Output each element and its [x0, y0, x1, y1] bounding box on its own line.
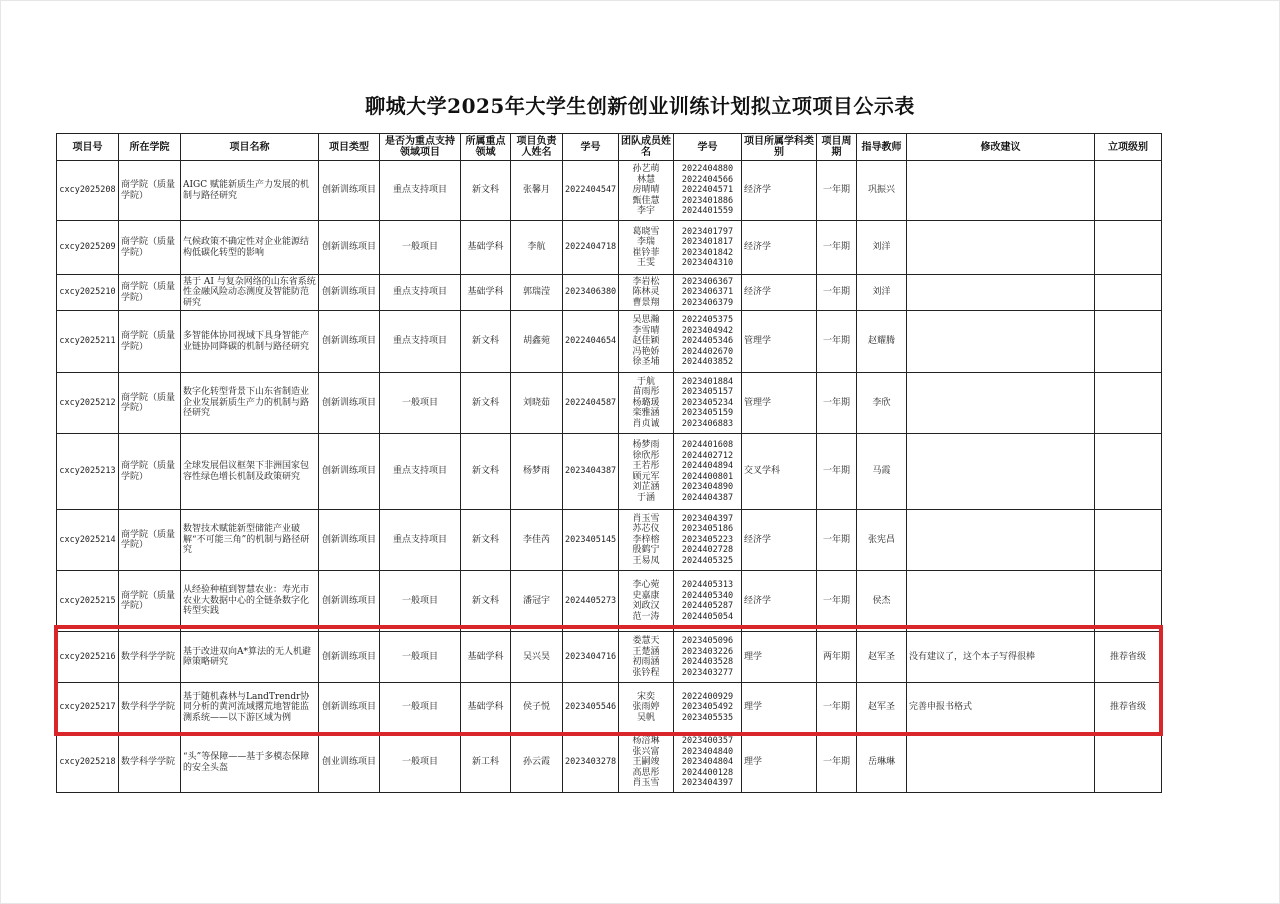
suggestion-cell	[907, 161, 1095, 221]
project-type-cell: 创新训练项目	[319, 311, 380, 373]
period-cell: 一年期	[817, 221, 857, 275]
advisor-cell: 刘洋	[857, 275, 907, 311]
project-id-cell: cxcy2025216	[57, 632, 119, 683]
period-cell: 一年期	[817, 161, 857, 221]
leader-cell: 郭瑞滢	[511, 275, 563, 311]
member-ids-cell: 2024405313 2024405340 2024405287 2024405054	[674, 571, 742, 632]
header-period: 项目周期	[817, 134, 857, 161]
project-id-cell: cxcy2025209	[57, 221, 119, 275]
header-member-ids: 学号	[674, 134, 742, 161]
advisor-cell: 赵军圣	[857, 632, 907, 683]
level-cell	[1095, 275, 1162, 311]
leader-id-cell: 2022404587	[563, 373, 619, 434]
member-ids-cell: 2022405375 2023404942 2024405346 2024402670 2024403852	[674, 311, 742, 373]
suggestion-cell	[907, 733, 1095, 793]
members-cell: 肖玉雪 苏芯仪 李梓榕 殷鹤宁 王易凤	[619, 510, 674, 571]
key-support-cell: 重点支持项目	[380, 311, 461, 373]
advisor-cell: 刘洋	[857, 221, 907, 275]
table-row	[57, 275, 1162, 311]
period-cell: 一年期	[817, 733, 857, 793]
discipline-cell: 理学	[742, 733, 817, 793]
suggestion-cell	[907, 311, 1095, 373]
key-field-cell: 新文科	[461, 311, 511, 373]
level-cell	[1095, 571, 1162, 632]
college-cell: 商学院（质量学院）	[119, 311, 181, 373]
leader-id-cell: 2022404547	[563, 161, 619, 221]
leader-cell: 张馨月	[511, 161, 563, 221]
discipline-cell: 经济学	[742, 161, 817, 221]
members-cell: 李心菀 史嘉康 刘政汉 范一涛	[619, 571, 674, 632]
leader-cell: 李航	[511, 221, 563, 275]
discipline-cell: 管理学	[742, 311, 817, 373]
suggestion-cell	[907, 571, 1095, 632]
key-field-cell: 新文科	[461, 373, 511, 434]
header-row	[57, 134, 1162, 161]
member-ids-cell: 2023400357 2023404840 2023404804 2024400128 2023404397	[674, 733, 742, 793]
project-name-cell: 多智能体协同视域下具身智能产业链协同降碳的机制与路径研究	[181, 311, 319, 373]
members-cell: 杨梦雨 徐欣彤 王若彤 顾元军 刘芷涵 于涵	[619, 434, 674, 510]
leader-id-cell: 2023406380	[563, 275, 619, 311]
leader-cell: 胡鑫菀	[511, 311, 563, 373]
members-cell: 葛晓雪 李瑞 崔钤菲 王雯	[619, 221, 674, 275]
leader-cell: 刘晓茹	[511, 373, 563, 434]
college-cell: 数学科学学院	[119, 632, 181, 683]
leader-id-cell: 2022404718	[563, 221, 619, 275]
table-row	[57, 571, 1162, 632]
project-name-cell: 全球发展倡议框架下非洲国家包容性绿色增长机制及政策研究	[181, 434, 319, 510]
level-cell	[1095, 510, 1162, 571]
project-type-cell: 创新训练项目	[319, 221, 380, 275]
members-cell: 娄慧天 王楚涵 初雨涵 张钤程	[619, 632, 674, 683]
key-support-cell: 重点支持项目	[380, 434, 461, 510]
discipline-cell: 经济学	[742, 221, 817, 275]
period-cell: 一年期	[817, 434, 857, 510]
table-row	[57, 221, 1162, 275]
project-id-cell: cxcy2025215	[57, 571, 119, 632]
project-id-cell: cxcy2025213	[57, 434, 119, 510]
level-cell: 推荐省级	[1095, 683, 1162, 733]
advisor-cell: 侯杰	[857, 571, 907, 632]
project-name-cell: 基于 AI 与复杂网络的山东省系统性金融风险动态测度及智能防范研究	[181, 275, 319, 311]
project-type-cell: 创业训练项目	[319, 733, 380, 793]
project-name-cell: 数智技术赋能新型储能产业破解“不可能三角”的机制与路径研究	[181, 510, 319, 571]
key-field-cell: 新文科	[461, 161, 511, 221]
leader-cell: 孙云霞	[511, 733, 563, 793]
leader-cell: 侯子悦	[511, 683, 563, 733]
member-ids-cell: 2023404397 2023405186 2023405223 2024402728 2024405325	[674, 510, 742, 571]
project-name-cell: “头”等保障——基于多模态保障的安全头盔	[181, 733, 319, 793]
header-project-name: 项目名称	[181, 134, 319, 161]
header-leader: 项目负责人姓名	[511, 134, 563, 161]
college-cell: 商学院（质量学院）	[119, 510, 181, 571]
table-row	[57, 632, 1162, 683]
suggestion-cell	[907, 510, 1095, 571]
college-cell: 商学院（质量学院）	[119, 161, 181, 221]
table-row	[57, 733, 1162, 793]
college-cell: 数学科学学院	[119, 683, 181, 733]
discipline-cell: 交叉学科	[742, 434, 817, 510]
project-name-cell: 基于改进双向A*算法的无人机避障策略研究	[181, 632, 319, 683]
key-field-cell: 新文科	[461, 571, 511, 632]
members-cell: 李岩松 陈林灵 曹景翔	[619, 275, 674, 311]
members-cell: 孙艺萌 林慧 房晴晴 甄佳慧 李宇	[619, 161, 674, 221]
header-project-id: 项目号	[57, 134, 119, 161]
project-type-cell: 创新训练项目	[319, 571, 380, 632]
project-type-cell: 创新训练项目	[319, 275, 380, 311]
suggestion-cell	[907, 275, 1095, 311]
advisor-cell: 李欣	[857, 373, 907, 434]
key-support-cell: 一般项目	[380, 571, 461, 632]
table-row	[57, 683, 1162, 733]
table-row	[57, 510, 1162, 571]
leader-id-cell: 2024405273	[563, 571, 619, 632]
suggestion-cell: 完善申报书格式	[907, 683, 1095, 733]
key-field-cell: 新文科	[461, 510, 511, 571]
project-type-cell: 创新训练项目	[319, 373, 380, 434]
member-ids-cell: 2023401884 2023405157 2023405234 2023405159 2023406883	[674, 373, 742, 434]
period-cell: 一年期	[817, 373, 857, 434]
period-cell: 一年期	[817, 683, 857, 733]
key-support-cell: 重点支持项目	[380, 161, 461, 221]
level-cell	[1095, 434, 1162, 510]
project-type-cell: 创新训练项目	[319, 632, 380, 683]
key-support-cell: 重点支持项目	[380, 510, 461, 571]
key-support-cell: 一般项目	[380, 632, 461, 683]
college-cell: 商学院（质量学院）	[119, 275, 181, 311]
leader-cell: 李佳芮	[511, 510, 563, 571]
header-college: 所在学院	[119, 134, 181, 161]
level-cell	[1095, 161, 1162, 221]
members-cell: 宋奕 张雨婷 吴帆	[619, 683, 674, 733]
college-cell: 商学院（质量学院）	[119, 373, 181, 434]
college-cell: 商学院（质量学院）	[119, 571, 181, 632]
leader-id-cell: 2023403278	[563, 733, 619, 793]
leader-id-cell: 2023404716	[563, 632, 619, 683]
level-cell	[1095, 733, 1162, 793]
key-field-cell: 基础学科	[461, 683, 511, 733]
level-cell: 推荐省级	[1095, 632, 1162, 683]
key-field-cell: 新文科	[461, 434, 511, 510]
leader-id-cell: 2023404387	[563, 434, 619, 510]
header-discipline: 项目所属学科类别	[742, 134, 817, 161]
advisor-cell: 岳琳琳	[857, 733, 907, 793]
key-field-cell: 基础学科	[461, 275, 511, 311]
discipline-cell: 理学	[742, 683, 817, 733]
member-ids-cell: 2022400929 2023405492 2023405535	[674, 683, 742, 733]
project-name-cell: 从经验种植到智慧农业：寿光市农业大数据中心的全链条数字化转型实践	[181, 571, 319, 632]
level-cell	[1095, 221, 1162, 275]
advisor-cell: 马霞	[857, 434, 907, 510]
key-support-cell: 一般项目	[380, 733, 461, 793]
project-id-cell: cxcy2025218	[57, 733, 119, 793]
project-table	[56, 133, 1162, 793]
period-cell: 一年期	[817, 510, 857, 571]
member-ids-cell: 2023405096 2023403226 2024403528 2023403277	[674, 632, 742, 683]
members-cell: 吴思瀚 李雪晴 赵佳颖 冯艳娇 徐圣埔	[619, 311, 674, 373]
project-id-cell: cxcy2025212	[57, 373, 119, 434]
member-ids-cell: 2024401608 2024402712 2024404894 2024400801 2023404890 2024404387	[674, 434, 742, 510]
table-row	[57, 311, 1162, 373]
leader-cell: 吴兴昊	[511, 632, 563, 683]
header-advisor: 指导教师	[857, 134, 907, 161]
advisor-cell: 赵军圣	[857, 683, 907, 733]
project-type-cell: 创新训练项目	[319, 434, 380, 510]
project-name-cell: 数字化转型背景下山东省制造业企业发展新质生产力的机制与路径研究	[181, 373, 319, 434]
project-name-cell: 基于随机森林与LandTrendr协同分析的黄河流域撂荒地智能监测系统——以下游区域为例	[181, 683, 319, 733]
table-row	[57, 161, 1162, 221]
suggestion-cell	[907, 434, 1095, 510]
key-field-cell: 新工科	[461, 733, 511, 793]
table-row	[57, 373, 1162, 434]
suggestion-cell	[907, 221, 1095, 275]
members-cell: 于航 苗雨彤 杨璐瑗 栾雅涵 肖贞诚	[619, 373, 674, 434]
project-id-cell: cxcy2025211	[57, 311, 119, 373]
leader-id-cell: 2023405546	[563, 683, 619, 733]
level-cell	[1095, 311, 1162, 373]
key-field-cell: 基础学科	[461, 221, 511, 275]
members-cell: 杨涪琳 张兴富 王嗣竣 高思彤 肖玉雪	[619, 733, 674, 793]
header-leader-id: 学号	[563, 134, 619, 161]
suggestion-cell: 没有建议了，这个本子写得很棒	[907, 632, 1095, 683]
period-cell: 一年期	[817, 571, 857, 632]
header-project-type: 项目类型	[319, 134, 380, 161]
member-ids-cell: 2023401797 2023401817 2023401842 2023404310	[674, 221, 742, 275]
level-cell	[1095, 373, 1162, 434]
discipline-cell: 经济学	[742, 510, 817, 571]
leader-cell: 杨梦雨	[511, 434, 563, 510]
project-name-cell: 气候政策不确定性对企业能源结构低碳化转型的影响	[181, 221, 319, 275]
header-key-support: 是否为重点支持领域项目	[380, 134, 461, 161]
discipline-cell: 理学	[742, 632, 817, 683]
discipline-cell: 经济学	[742, 275, 817, 311]
period-cell: 一年期	[817, 311, 857, 373]
advisor-cell: 张宪昌	[857, 510, 907, 571]
key-support-cell: 重点支持项目	[380, 275, 461, 311]
period-cell: 一年期	[817, 275, 857, 311]
table-row	[57, 434, 1162, 510]
project-id-cell: cxcy2025214	[57, 510, 119, 571]
page-title: 聊城大学2025年大学生创新创业训练计划拟立项项目公示表	[365, 94, 915, 118]
leader-id-cell: 2023405145	[563, 510, 619, 571]
college-cell: 数学科学学院	[119, 733, 181, 793]
discipline-cell: 管理学	[742, 373, 817, 434]
header-level: 立项级别	[1095, 134, 1162, 161]
header-suggestion: 修改建议	[907, 134, 1095, 161]
project-name-cell: AIGC 赋能新质生产力发展的机制与路径研究	[181, 161, 319, 221]
project-type-cell: 创新训练项目	[319, 161, 380, 221]
member-ids-cell: 2022404880 2022404566 2022404571 2023401886 2024401559	[674, 161, 742, 221]
key-support-cell: 一般项目	[380, 683, 461, 733]
advisor-cell: 巩振兴	[857, 161, 907, 221]
suggestion-cell	[907, 373, 1095, 434]
header-members: 团队成员姓名	[619, 134, 674, 161]
leader-cell: 潘冠宇	[511, 571, 563, 632]
discipline-cell: 经济学	[742, 571, 817, 632]
college-cell: 商学院（质量学院）	[119, 221, 181, 275]
project-id-cell: cxcy2025217	[57, 683, 119, 733]
project-type-cell: 创新训练项目	[319, 510, 380, 571]
key-field-cell: 基础学科	[461, 632, 511, 683]
project-id-cell: cxcy2025208	[57, 161, 119, 221]
key-support-cell: 一般项目	[380, 373, 461, 434]
header-key-field: 所属重点领域	[461, 134, 511, 161]
member-ids-cell: 2023406367 2023406371 2023406379	[674, 275, 742, 311]
project-id-cell: cxcy2025210	[57, 275, 119, 311]
college-cell: 商学院（质量学院）	[119, 434, 181, 510]
advisor-cell: 赵耀腾	[857, 311, 907, 373]
period-cell: 两年期	[817, 632, 857, 683]
leader-id-cell: 2022404654	[563, 311, 619, 373]
key-support-cell: 一般项目	[380, 221, 461, 275]
project-type-cell: 创新训练项目	[319, 683, 380, 733]
